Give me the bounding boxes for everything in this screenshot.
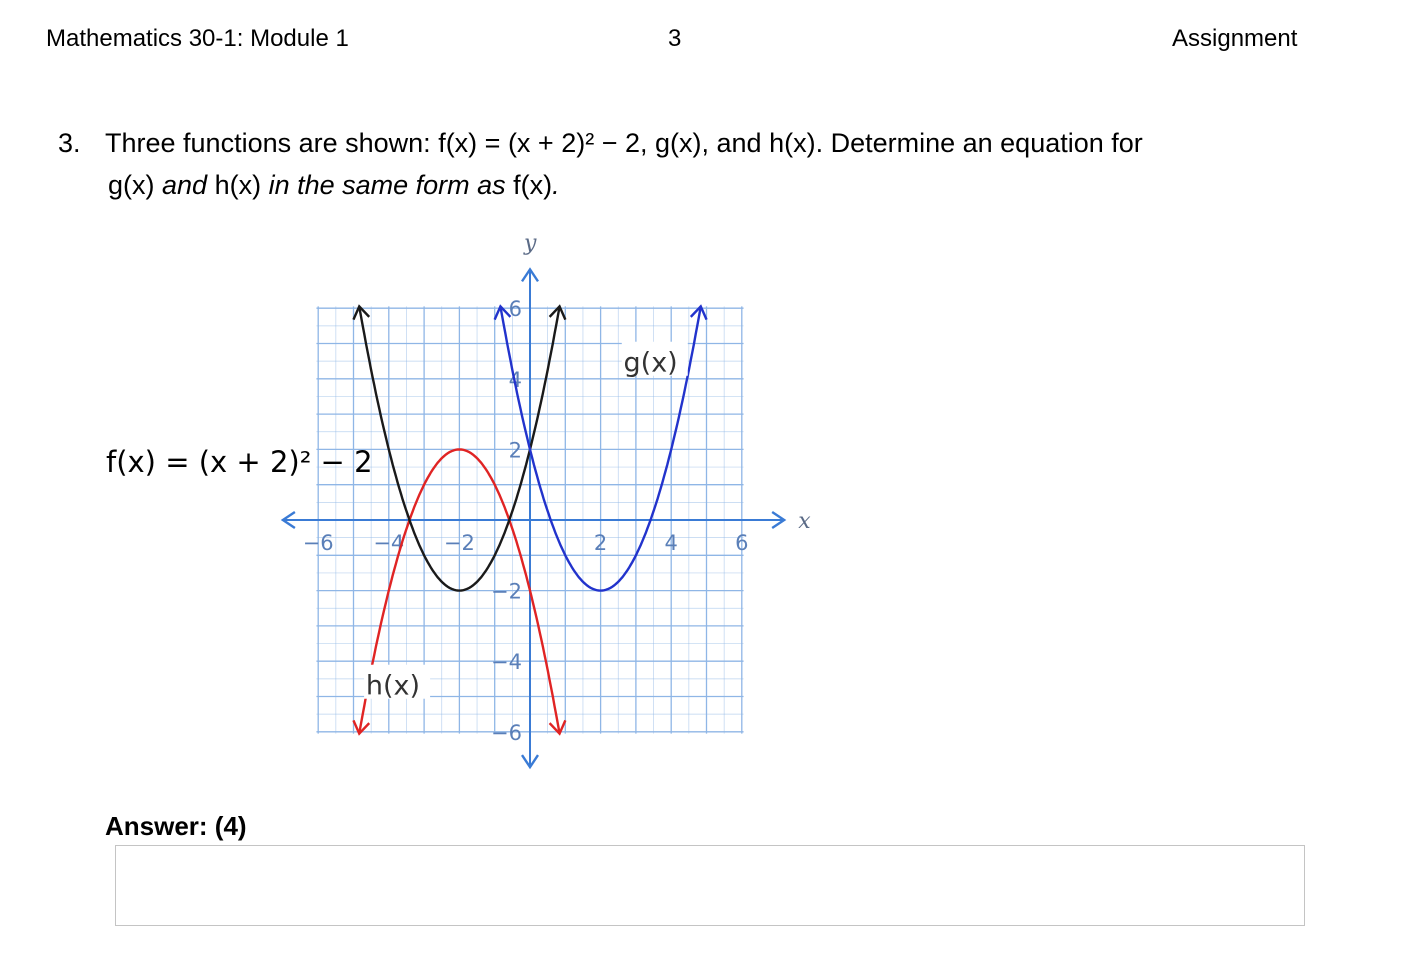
header-course-title: Mathematics 30-1: Module 1 (46, 25, 349, 52)
y-tick-label: 4 (508, 367, 522, 392)
y-tick-label: −6 (491, 720, 522, 745)
y-axis-label: y (524, 230, 537, 256)
question-text-determine: . Determine an equation for (815, 128, 1143, 158)
x-tick-label: 4 (664, 531, 678, 555)
separator: , (640, 128, 656, 158)
separator: , and (701, 128, 770, 158)
f-name-line2: f(x) (513, 170, 553, 200)
x-axis-label: x (798, 509, 811, 534)
x-tick-label: −6 (302, 531, 334, 555)
g-name: g(x) (655, 128, 702, 158)
and-text: and (154, 170, 215, 200)
h-name-line2: h(x) (214, 170, 262, 200)
question-number: 3. (58, 128, 81, 158)
x-tick-label: 6 (735, 531, 749, 555)
y-tick-label: −4 (491, 650, 522, 675)
header-page-number: 3 (668, 25, 682, 52)
h-curve-label: h(x) (365, 670, 421, 702)
answer-input[interactable] (115, 845, 1305, 926)
graph-f-label: f(x) = (x + 2)² − 2 (106, 445, 373, 479)
x-tick-label: 2 (593, 531, 608, 555)
question-text-intro: Three functions are shown: (105, 128, 439, 158)
f-expression: f(x) = (x + 2)² − 2 (438, 128, 640, 158)
y-tick-label: −2 (491, 579, 522, 604)
h-name: h(x) (769, 128, 816, 158)
g-curve-label: g(x) (623, 347, 678, 379)
y-tick-label: 6 (508, 297, 522, 322)
same-form-text: in the same form as (261, 170, 514, 200)
x-tick-label: −2 (443, 531, 475, 555)
x-tick-label: −4 (373, 531, 405, 555)
g-name-line2: g(x) (108, 170, 155, 200)
answer-label: Answer: (4) (105, 811, 247, 841)
header-assignment: Assignment (1172, 25, 1298, 52)
y-tick-label: 2 (508, 438, 522, 463)
period: . (552, 170, 560, 200)
